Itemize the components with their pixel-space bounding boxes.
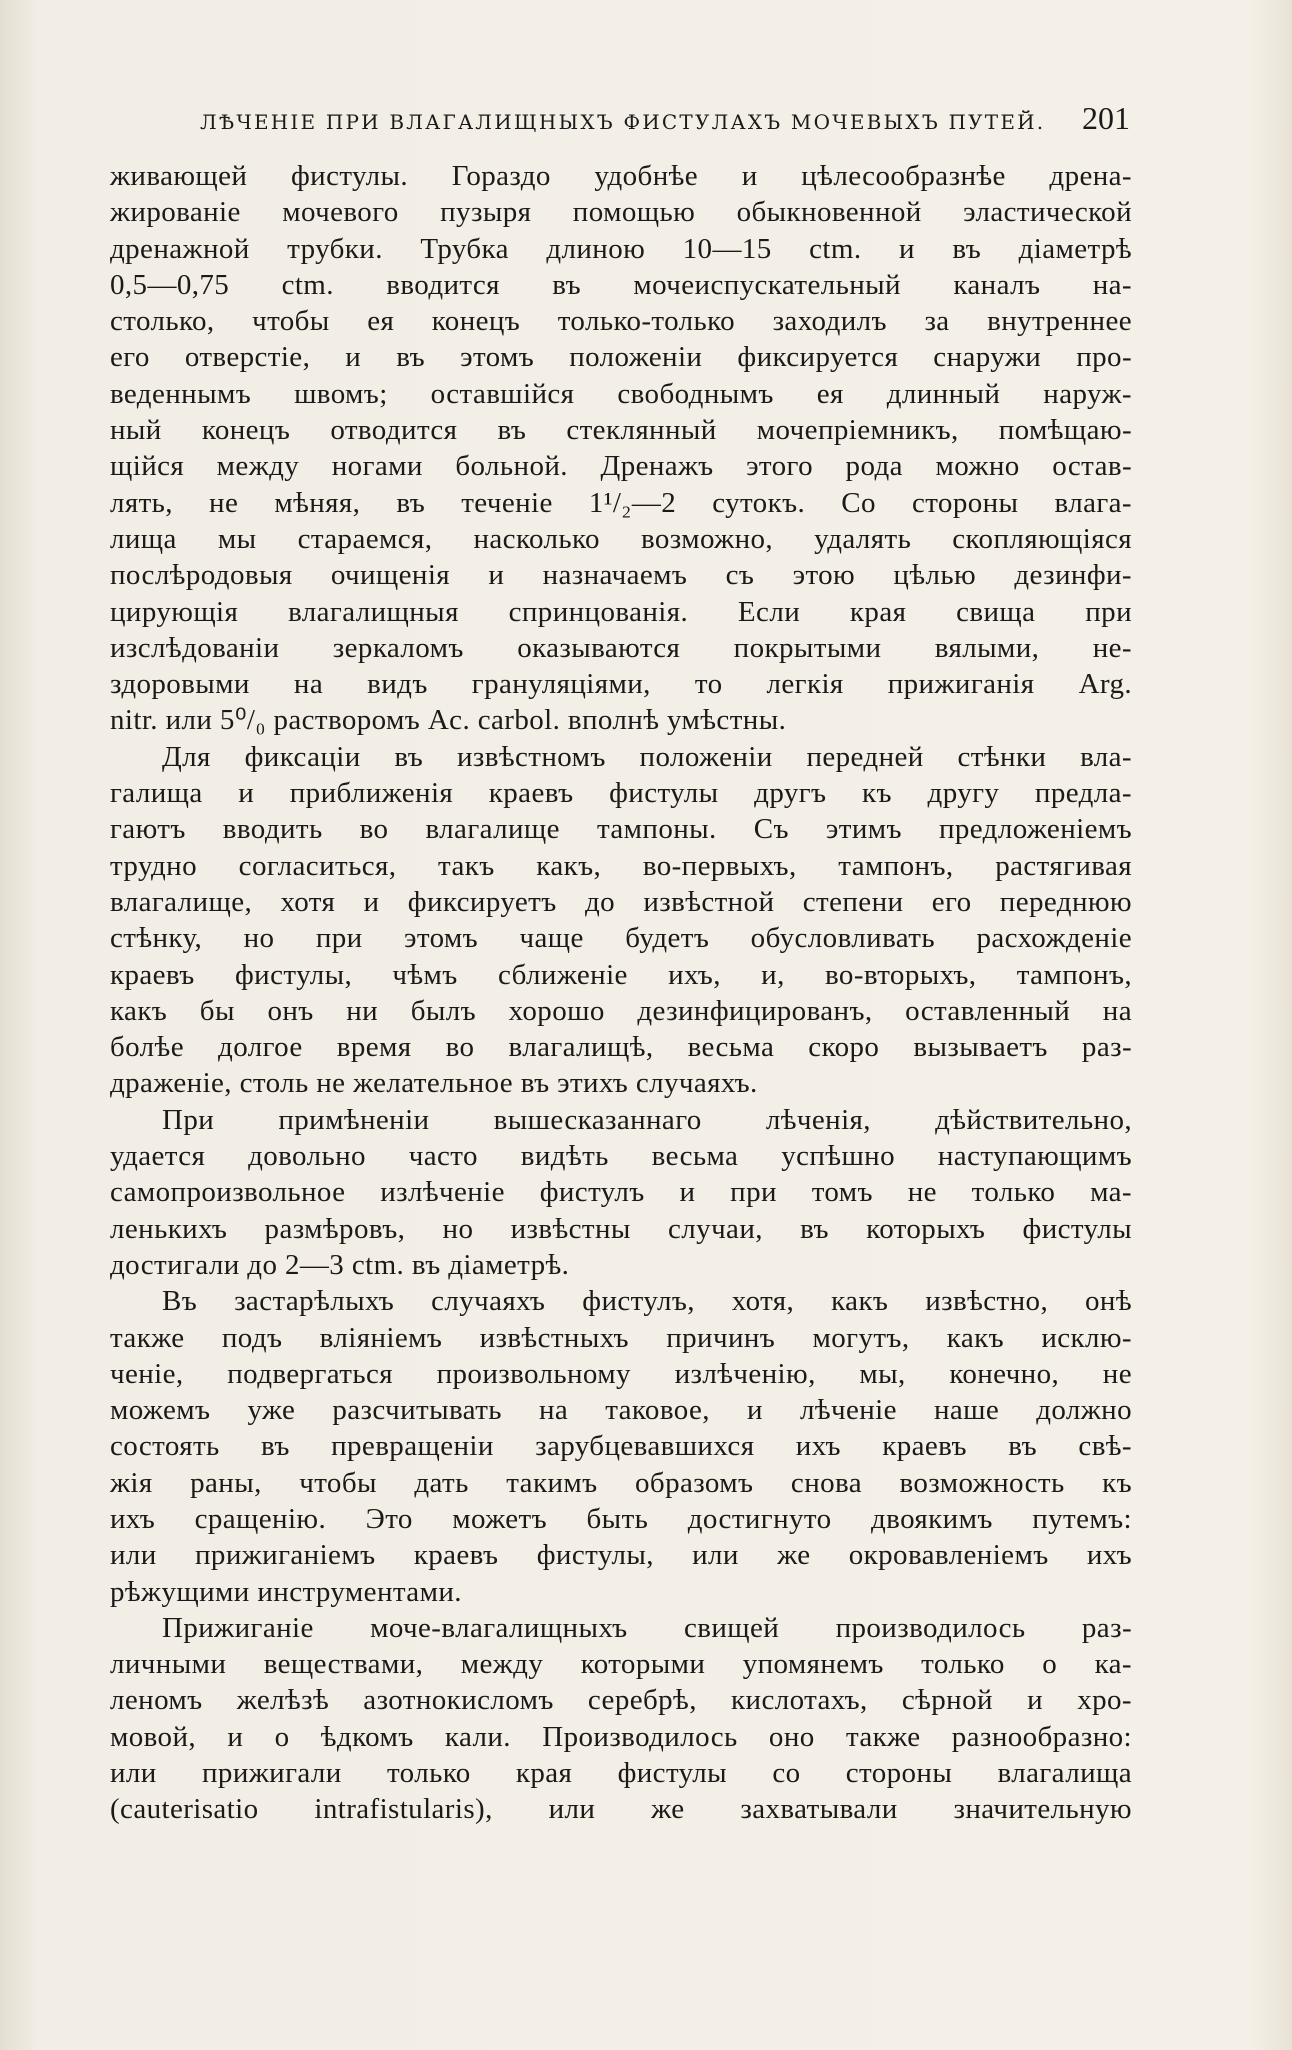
text-line: трудно согласиться, такъ какъ, во-первыхъ, тампонъ, растягивая: [110, 849, 1132, 882]
text-line: (cauterisatio intrafistularis), или же захватывали значительную: [110, 1793, 1132, 1826]
text-line: также подъ вліяніемъ извѣстныхъ причинъ могутъ, какъ исклю-: [110, 1321, 1132, 1354]
text-line: живающей фистулы. Гораздо удобнѣе и цѣлесообразнѣе дрена-: [110, 160, 1132, 192]
text-line: его отверстіе, и въ этомъ положеніи фиксируется снаружи про-: [110, 341, 1132, 374]
text-line: дренажной трубки. Трубка длиною 10—15 ctm. и въ діаметрѣ: [110, 232, 1132, 265]
text-line: удается довольно часто видѣть весьма успѣшно наступающимъ: [110, 1140, 1132, 1173]
text-line: изслѣдованіи зеркаломъ оказываются покрытыми вялыми, не-: [110, 631, 1132, 664]
text-line: Прижиганіе моче-влагалищныхъ свищей производилось раз-: [162, 1611, 1132, 1644]
text-line: nitr. или 5⁰/₀ растворомъ Ac. carbol. вполнѣ умѣстны.: [110, 704, 787, 737]
paragraph-chronic-cases: [110, 1283, 1132, 1610]
text-line: можемъ уже разсчитывать на таковое, и лѣченіе наше должно: [110, 1394, 1132, 1427]
text-line: болѣе долгое время во влагалищѣ, весьма скоро вызываетъ раз-: [110, 1031, 1132, 1064]
text-line: ихъ сращенію. Это можетъ быть достигнуто двоякимъ путемъ:: [110, 1502, 1132, 1535]
text-line: стѣнку, но при этомъ чаще будетъ обусловливать расхожденіе: [110, 922, 1132, 955]
text-line: здоровыми на видъ грануляціями, то легкія прижиганія Arg.: [110, 668, 1132, 701]
text-line: столько, чтобы ея конецъ только-только заходилъ за внутреннее: [110, 305, 1132, 338]
text-line: какъ бы онъ ни былъ хорошо дезинфицированъ, оставленный на: [110, 994, 1132, 1027]
text-line: краевъ фистулы, чѣмъ сближеніе ихъ, и, во-вторыхъ, тампонъ,: [110, 958, 1132, 991]
text-line: Для фиксаціи въ извѣстномъ положеніи передней стѣнки вла-: [162, 740, 1132, 773]
text-line: 0,5—0,75 ctm. вводится въ мочеиспускательный каналъ на-: [110, 268, 1132, 301]
text-line: ный конецъ отводится въ стеклянный мочепріемникъ, помѣщаю-: [110, 414, 1132, 447]
text-line: цирующія влагалищныя спринцованія. Если края свища при: [110, 595, 1132, 628]
text-line: состоять въ превращеніи зарубцевавшихся ихъ краевъ въ свѣ-: [110, 1430, 1132, 1463]
running-title: ЛѢЧЕНІЕ ПРИ ВЛАГАЛИЩНЫХЪ ФИСТУЛАХЪ МОЧЕВЫХЪ ПУТЕЙ.: [200, 110, 1046, 134]
text-line: достигали до 2—3 ctm. въ діаметрѣ.: [110, 1248, 570, 1281]
text-line: щійся между ногами больной. Дренажъ этого рода можно остав-: [110, 450, 1132, 483]
text-line: лища мы стараемся, насколько возможно, удалять скопляющіяся: [110, 522, 1132, 555]
running-header: [200, 100, 1130, 150]
text-line: Въ застарѣлыхъ случаяхъ фистулъ, хотя, какъ извѣстно, онѣ: [162, 1285, 1132, 1318]
text-line: влагалище, хотя и фиксируетъ до извѣстной степени его переднюю: [110, 885, 1132, 918]
paragraph-cauterization: [110, 1610, 1132, 1828]
text-line: жированіе мочевого пузыря помощью обыкновенной эластической: [110, 196, 1132, 229]
text-line: леномъ желѣзѣ азотнокисломъ серебрѣ, кислотахъ, сѣрной и хро-: [110, 1684, 1132, 1717]
text-line: жія раны, чтобы дать такимъ образомъ снова возможность къ: [110, 1466, 1132, 1499]
text-line: рѣжущими инструментами.: [110, 1575, 462, 1608]
page-number: 201: [1082, 100, 1130, 136]
text-line: ченіе, подвергаться произвольному излѣченію, мы, конечно, не: [110, 1357, 1132, 1390]
text-line: личными веществами, между которыми упомянемъ только о ка-: [110, 1648, 1132, 1681]
paragraph-fixation: [110, 739, 1132, 1102]
paragraph-healing: [110, 1102, 1132, 1283]
text-line: При примѣненіи вышесказаннаго лѣченія, дѣйствительно,: [162, 1103, 1132, 1136]
text-line: мовой, и о ѣдкомъ кали. Производилось оно также разнообразно:: [110, 1720, 1132, 1753]
text-line: или прижигали только края фистулы со стороны влагалища: [110, 1757, 1132, 1790]
text-line: гаютъ вводить во влагалище тампоны. Съ этимъ предложеніемъ: [110, 813, 1132, 846]
text-line: драженіе, столь не желательное въ этихъ случаяхъ.: [110, 1067, 758, 1100]
text-line: галища и приближенія краевъ фистулы другъ къ другу предла-: [110, 777, 1132, 810]
text-line: ленькихъ размѣровъ, но извѣстны случаи, въ которыхъ фистулы: [110, 1212, 1132, 1245]
paragraph-continued: [110, 158, 1132, 739]
text-line: или прижиганіемъ краевъ фистулы, или же окровавленіемъ ихъ: [110, 1539, 1132, 1572]
body-text: [110, 158, 1132, 1828]
text-line: лять, не мѣняя, въ теченіе 1¹/₂—2 сутокъ. Со стороны влага-: [110, 486, 1132, 519]
text-line: послѣродовыя очищенія и назначаемъ съ этою цѣлью дезинфи-: [110, 559, 1132, 592]
text-line: веденнымъ швомъ; оставшійся свободнымъ ея длинный наруж-: [110, 377, 1132, 410]
text-line: самопроизвольное излѣченіе фистулъ и при томъ не только ма-: [110, 1176, 1132, 1209]
